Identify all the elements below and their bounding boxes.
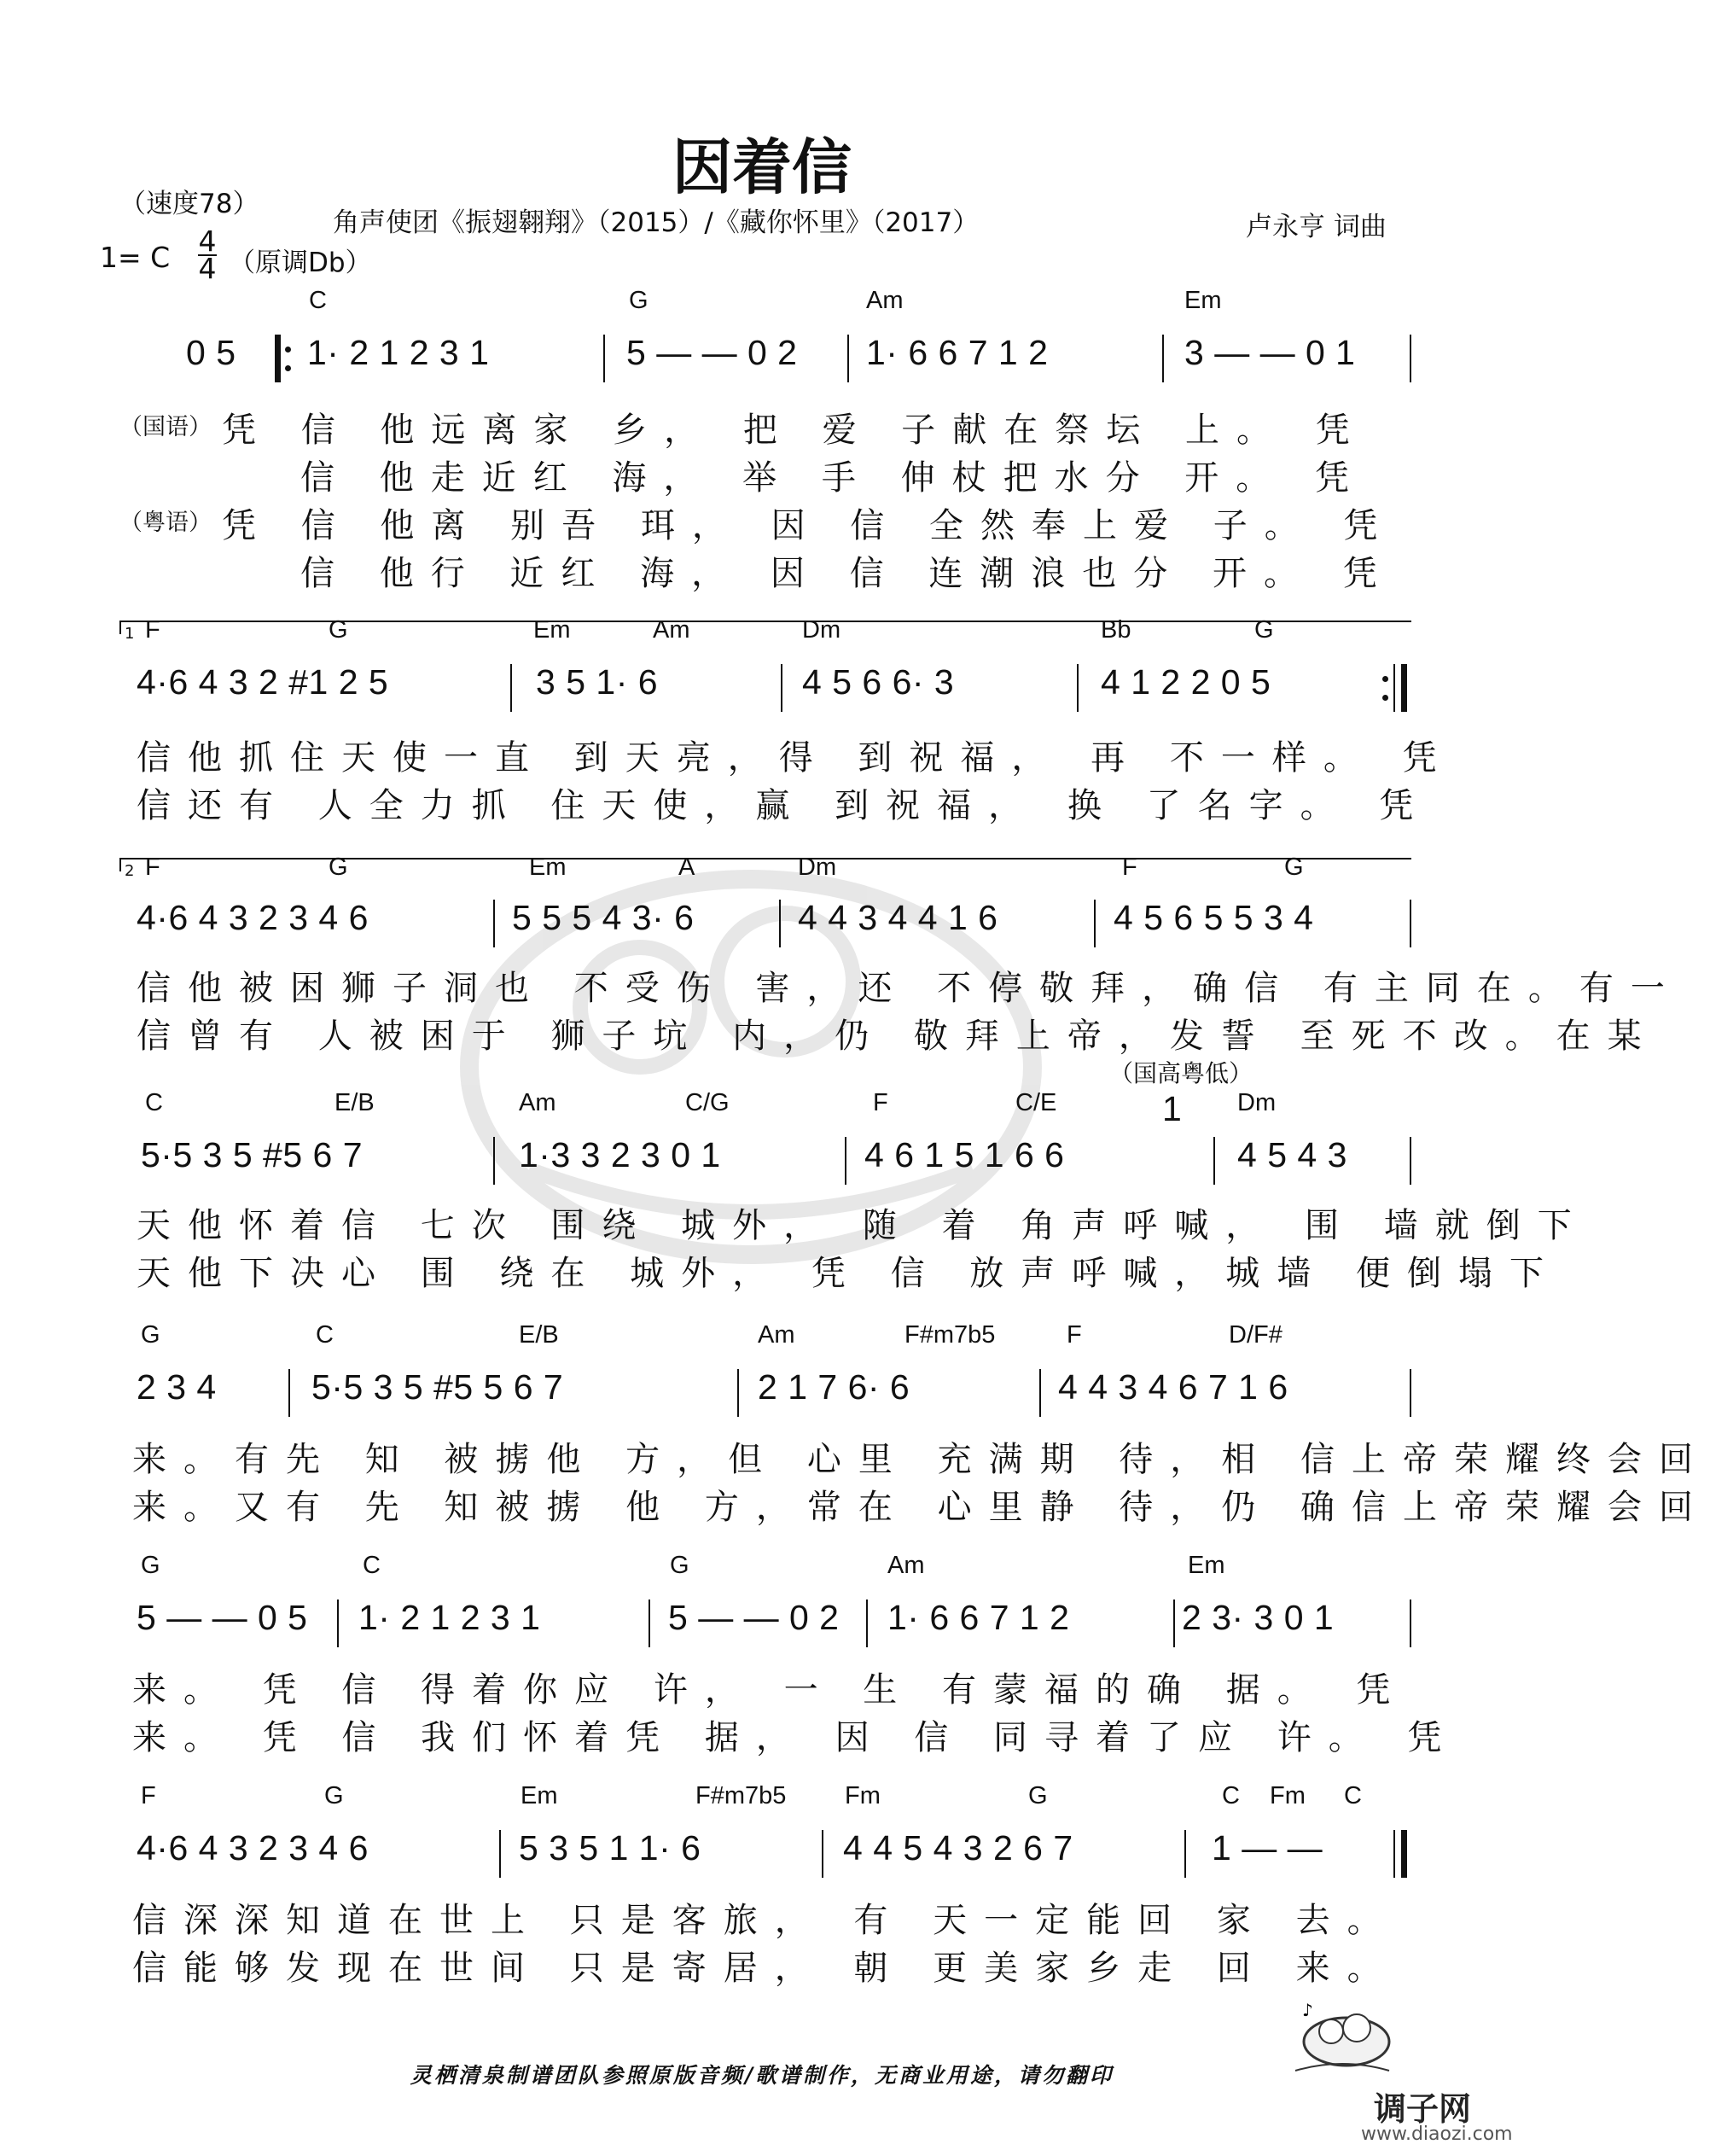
- chord: Dm: [1237, 1089, 1277, 1116]
- chord: F: [141, 1782, 156, 1809]
- barline: [1184, 1830, 1186, 1878]
- chord: Em: [1188, 1552, 1225, 1579]
- chord: F: [145, 854, 160, 881]
- lyric-line: 凭 信 他远离家 乡， 把 爱 子献在祭坛 上。 凭: [222, 411, 1367, 450]
- chord: G: [629, 287, 649, 314]
- final-barline-thick: [1401, 1830, 1407, 1878]
- composer-credit: 卢永亨 词曲: [1246, 212, 1387, 242]
- barline: [1410, 1369, 1411, 1417]
- song-title: 因着信: [672, 132, 852, 202]
- chord: C: [1222, 1782, 1240, 1809]
- notes-measure: 1·3 3 2 3 0 1: [519, 1135, 721, 1174]
- barline: [779, 900, 781, 947]
- barline: [1410, 1137, 1411, 1185]
- chord: C: [145, 1089, 163, 1116]
- barline: [649, 1600, 650, 1647]
- chord: G: [141, 1552, 160, 1579]
- barline: [288, 1369, 290, 1417]
- lyric-line: 来。 凭 信 我们怀着凭 据， 因 信 同寻着了应 许。 凭: [132, 1718, 1459, 1757]
- lyric-line: 信曾有 人被困于 狮子坑 内，仍 敬拜上帝，发誓 至死不改。在某: [137, 1017, 1659, 1056]
- lyric-line: 信还有 人全力抓 住天使，赢 到祝福， 换 了名字。 凭: [137, 786, 1431, 825]
- repeat-dot: [285, 347, 291, 353]
- barline: [499, 1830, 501, 1878]
- source-albums: 角声使团《振翅翱翔》（2015）/《藏你怀里》（2017）: [333, 207, 980, 238]
- original-key: （原调Db）: [229, 248, 372, 278]
- barline: [1162, 335, 1164, 382]
- notes-measure: 2 3· 3 0 1: [1182, 1598, 1335, 1637]
- chord: F#m7b5: [904, 1321, 996, 1349]
- chord: F: [873, 1089, 888, 1116]
- lyric-line: 来。又有 先 知被掳 他 方，常在 心里静 待，仍 确信上帝荣耀会回: [132, 1488, 1710, 1527]
- notes-measure: 1 — —: [1212, 1828, 1323, 1868]
- barline: [822, 1830, 823, 1878]
- chord: E/B: [519, 1321, 559, 1349]
- chord: C: [316, 1321, 334, 1349]
- repeat-start-barline: [275, 335, 281, 382]
- footer-notice: 灵栖清泉制谱团队参照原版音频/歌谱制作，无商业用途，请勿翻印: [410, 2063, 1114, 2088]
- notes-measure: 1· 6 6 7 1 2: [887, 1598, 1070, 1637]
- lyric-line: 来。有先 知 被掳他 方，但 心里 充满期 待，相 信上帝荣耀终会回: [132, 1440, 1710, 1479]
- final-barline: [1393, 1830, 1395, 1878]
- chord: C: [363, 1552, 381, 1579]
- notes-measure: 3 5 1· 6: [536, 662, 659, 702]
- barline: [1410, 900, 1411, 947]
- notes-measure: 5 — — 0 5: [137, 1598, 308, 1637]
- barline: [781, 664, 782, 712]
- site-url: www.diaozi.com: [1361, 2124, 1513, 2145]
- barline: [1410, 335, 1411, 382]
- repeat-dot: [285, 365, 291, 371]
- barline: [493, 900, 495, 947]
- notes-measure: 4 5 6 5 5 3 4: [1114, 898, 1314, 937]
- notes-measure: 5 — — 0 2: [668, 1598, 840, 1637]
- barline: [337, 1600, 339, 1647]
- time-signature: [198, 224, 217, 285]
- svg-text:♪: ♪: [1302, 2000, 1313, 2020]
- volta-number: 2: [125, 862, 135, 880]
- annotation-high-note: 1: [1162, 1089, 1183, 1128]
- lyric-line: 信他被困狮子洞也 不受伤 害，还 不停敬拜，确信 有主同在。有一: [137, 969, 1682, 1008]
- barline: [1077, 664, 1079, 712]
- annotation-register: （国高粤低）: [1109, 1059, 1253, 1087]
- notes-measure: 5 — — 0 2: [626, 333, 798, 372]
- chord: F: [145, 616, 160, 644]
- lyric-line: 天他下决心 围 绕在 城外， 凭 信 放声呼喊，城墙 便倒塌下: [137, 1254, 1562, 1293]
- chord: Am: [887, 1552, 925, 1579]
- lyric-line: 天他怀着信 七次 围绕 城外， 随 着 角声呼喊， 围 墙就倒下: [137, 1206, 1589, 1245]
- notes-measure: 1· 2 1 2 3 1: [307, 333, 490, 372]
- barline: [603, 335, 605, 382]
- notes-measure: 5·5 3 5 #5 5 6 7: [311, 1367, 564, 1407]
- notes-measure: 2 1 7 6· 6: [758, 1367, 910, 1407]
- barline: [847, 335, 849, 382]
- notes-pickup: 0 5: [186, 333, 236, 372]
- barline: [1173, 1600, 1175, 1647]
- lyric-line: 来。 凭 信 得着你应 许， 一 生 有蒙福的确 据。 凭: [132, 1670, 1408, 1710]
- chord: F: [1067, 1321, 1082, 1349]
- notes-measure: 4 4 3 4 6 7 1 6: [1058, 1367, 1288, 1407]
- barline: [1039, 1369, 1041, 1417]
- chord: E/B: [334, 1089, 375, 1116]
- label-cantonese: （粤语）: [119, 510, 212, 536]
- lyric-line: 信他抓住天使一直 到天亮，得 到祝福， 再 不一样。 凭: [137, 738, 1454, 778]
- key-signature: 1= C: [100, 241, 171, 274]
- chord: Fm: [1270, 1782, 1306, 1809]
- chord: C/G: [685, 1089, 730, 1116]
- time-sig-bottom: 4: [198, 252, 217, 285]
- notes-measure: 4 5 4 3: [1237, 1135, 1347, 1174]
- repeat-end-barline: [1393, 664, 1395, 712]
- label-mandarin: （国语）: [119, 414, 212, 440]
- volta-bracket-1: [119, 621, 1411, 634]
- notes-measure: 4 1 2 2 0 5: [1101, 662, 1271, 702]
- lyric-line: 信 他走近红 海， 举 手 伸杖把水分 开。 凭: [300, 458, 1367, 498]
- chord: F: [1122, 854, 1137, 881]
- barline: [845, 1137, 846, 1185]
- barline: [866, 1600, 868, 1647]
- notes-measure: 4 4 5 4 3 2 6 7: [843, 1828, 1073, 1868]
- chord: Fm: [845, 1782, 881, 1809]
- chord: Em: [529, 854, 567, 881]
- chord: G: [670, 1552, 689, 1579]
- chord: Am: [866, 287, 904, 314]
- chord: F#m7b5: [695, 1782, 787, 1809]
- chord: Dm: [802, 616, 841, 644]
- notes-measure: 3 — — 0 1: [1184, 333, 1356, 372]
- chord: Am: [758, 1321, 795, 1349]
- repeat-dot: [1382, 676, 1388, 682]
- time-sig-top: 4: [198, 224, 217, 258]
- chord: G: [141, 1321, 160, 1349]
- chord: Am: [519, 1089, 556, 1116]
- chord: G: [324, 1782, 344, 1809]
- notes-measure: 4 6 1 5 1 6 6: [864, 1135, 1065, 1174]
- repeat-dot: [1382, 695, 1388, 701]
- lyric-line: 信能够发现在世间 只是寄居， 朝 更美家乡走 回 来。: [132, 1949, 1399, 1988]
- chord: C: [1344, 1782, 1362, 1809]
- chord: G: [1254, 616, 1274, 644]
- barline: [1094, 900, 1096, 947]
- chord: Bb: [1101, 616, 1131, 644]
- barline: [493, 1137, 495, 1185]
- barline: [1410, 1600, 1411, 1647]
- notes-measure: 2 3 4: [137, 1367, 217, 1407]
- repeat-end-barline-thick: [1401, 664, 1407, 712]
- lyric-line: 凭 信 他离 别吾 珥， 因 信 全然奉上爱 子。 凭: [222, 506, 1395, 545]
- notes-measure: 1· 2 1 2 3 1: [358, 1598, 541, 1637]
- lyric-line: 信深深知道在世上 只是客旅， 有 天一定能回 家 去。: [132, 1901, 1399, 1940]
- volta-number: 1: [125, 625, 135, 643]
- notes-measure: 4 5 6 6· 3: [802, 662, 955, 702]
- chord: A: [678, 854, 695, 881]
- chord: Dm: [798, 854, 837, 881]
- volta-bracket-2: [119, 858, 1411, 871]
- chord: G: [329, 616, 348, 644]
- chord: Em: [521, 1782, 558, 1809]
- notes-measure: 4·6 4 3 2 #1 2 5: [137, 662, 389, 702]
- barline: [1213, 1137, 1215, 1185]
- tempo-label: （速度78）: [119, 189, 259, 219]
- barline: [510, 664, 512, 712]
- chord: Am: [653, 616, 690, 644]
- lyric-line: 信 他行 近红 海， 因 信 连潮浪也分 开。 凭: [300, 554, 1394, 593]
- notes-measure: 4·6 4 3 2 3 4 6: [137, 898, 369, 937]
- chord: D/F#: [1229, 1321, 1282, 1349]
- notes-measure: 4 4 3 4 4 1 6: [798, 898, 998, 937]
- chord: C: [309, 287, 327, 314]
- chord: G: [1028, 1782, 1048, 1809]
- chord: G: [329, 854, 348, 881]
- chord: Em: [1184, 287, 1222, 314]
- chord: Em: [533, 616, 571, 644]
- notes-measure: 5 5 5 4 3· 6: [512, 898, 695, 937]
- site-name: 调子网: [1374, 2090, 1472, 2128]
- chord: G: [1284, 854, 1304, 881]
- notes-measure: 1· 6 6 7 1 2: [866, 333, 1049, 372]
- chord: C/E: [1015, 1089, 1057, 1116]
- notes-measure: 4·6 4 3 2 3 4 6: [137, 1828, 369, 1868]
- notes-measure: 5·5 3 5 #5 6 7: [141, 1135, 364, 1174]
- notes-measure: 5 3 5 1 1· 6: [519, 1828, 701, 1868]
- barline: [737, 1369, 739, 1417]
